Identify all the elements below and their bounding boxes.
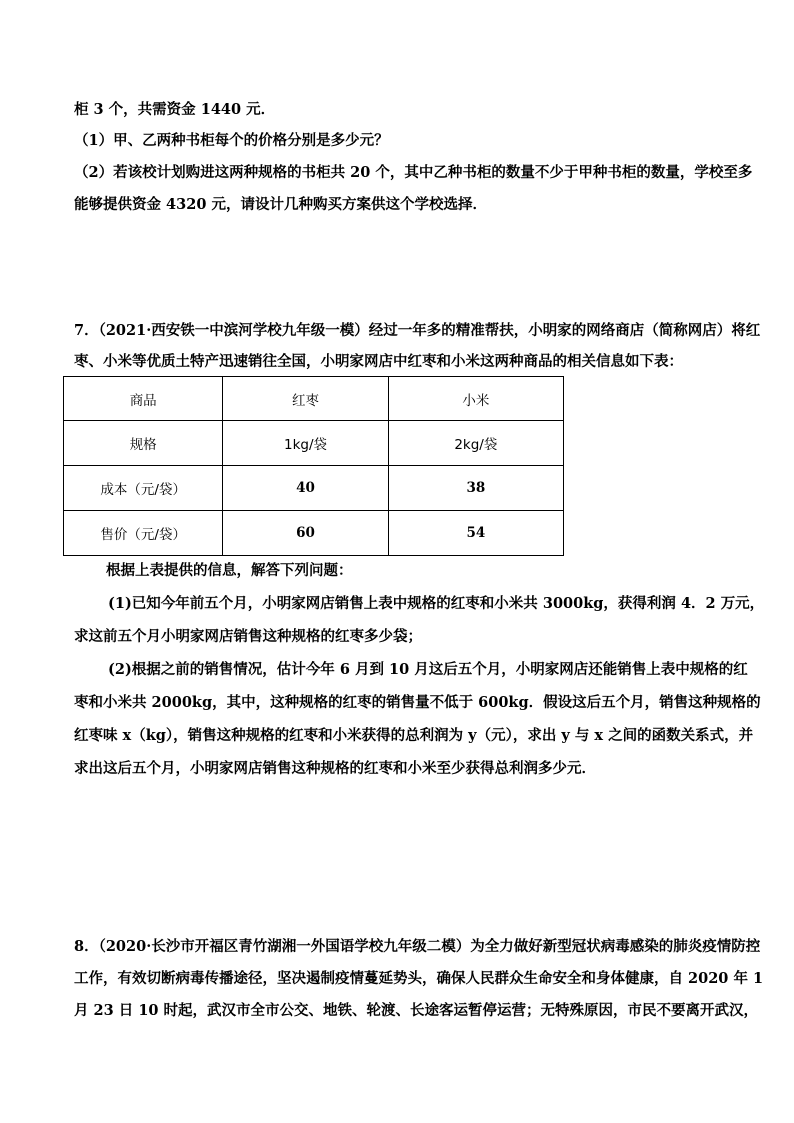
table-cell: 规格 (64, 421, 223, 466)
product-info-table (63, 376, 564, 556)
table-row (64, 421, 564, 466)
table-cell: 1kg/袋 (223, 421, 388, 466)
table-row (64, 511, 564, 556)
q8-line-2: 工作，有效切断病毒传播途径，坚决遏制疫情蔓延势头，确保人民群众生命安全和身体健康，自 2020 年 1 (74, 970, 764, 987)
q7-intro: 根据上表提供的信息，解答下列问题： (106, 562, 353, 579)
q6-line-3: （2）若该校计划购进这两种规格的书柜共 20 个，其中乙种书柜的数量不少于甲种书柜的数量，学校至多 (74, 164, 753, 181)
table-cell: 54 (388, 511, 563, 556)
table-header-cell: 商品 (64, 377, 223, 421)
table-cell: 40 (223, 466, 388, 511)
q8-line-3: 月 23 日 10 时起，武汉市全市公交、地铁、轮渡、长途客运暂停运营；无特殊原因，市民不要离开武汉， (74, 1002, 759, 1019)
table-cell: 2kg/袋 (388, 421, 563, 466)
q7-part2-line-3: 红枣味 x（kg），销售这种规格的红枣和小米获得的总利润为 y（元），求出 y 与 x 之间的函数关系式，并 (74, 727, 754, 744)
table-cell: 60 (223, 511, 388, 556)
q7-part1-line-1: (1)已知今年前五个月，小明家网店销售上表中规格的红枣和小米共 3000kg，获得利润 4．2 万元， (108, 595, 765, 612)
q7-part2-line-2: 枣和小米共 2000kg，其中，这种规格的红枣的销售量不低于 600kg．假设这后五个月，销售这种规格的 (74, 694, 761, 711)
q6-line-4: 能够提供资金 4320 元，请设计几种购买方案供这个学校选择． (74, 196, 487, 213)
q7-part1-line-2: 求这前五个月小明家网店销售这种规格的红枣多少袋； (74, 628, 422, 645)
table-cell: 38 (388, 466, 563, 511)
q7-line-2: 枣、小米等优质土特产迅速销往全国，小明家网店中红枣和小米这两种商品的相关信息如下表： (74, 353, 683, 370)
table-row (64, 466, 564, 511)
table-header-cell: 小米 (388, 377, 563, 421)
table-cell: 售价（元/袋） (64, 511, 223, 556)
q8-line-1: 8．（2020·长沙市开福区青竹湖湘一外国语学校九年级二模）为全力做好新型冠状病毒感染的肺炎疫情防控 (74, 938, 761, 955)
table-cell: 成本（元/袋） (64, 466, 223, 511)
q7-part2-line-1: (2)根据之前的销售情况，估计今年 6 月到 10 月这后五个月，小明家网店还能销售上表中规格的红 (108, 661, 748, 678)
table-row (64, 377, 564, 421)
q7-part2-line-4: 求出这后五个月，小明家网店销售这种规格的红枣和小米至少获得总利润多少元． (74, 760, 596, 777)
table-header-cell: 红枣 (223, 377, 388, 421)
q6-line-2: （1）甲、乙两种书柜每个的价格分别是多少元？ (74, 132, 389, 149)
q6-line-1: 柜 3 个，共需资金 1440 元． (74, 101, 276, 118)
q7-line-1: 7．（2021·西安铁一中滨河学校九年级一模）经过一年多的精准帮扶，小明家的网络商店（简称网店）将红 (74, 322, 761, 339)
